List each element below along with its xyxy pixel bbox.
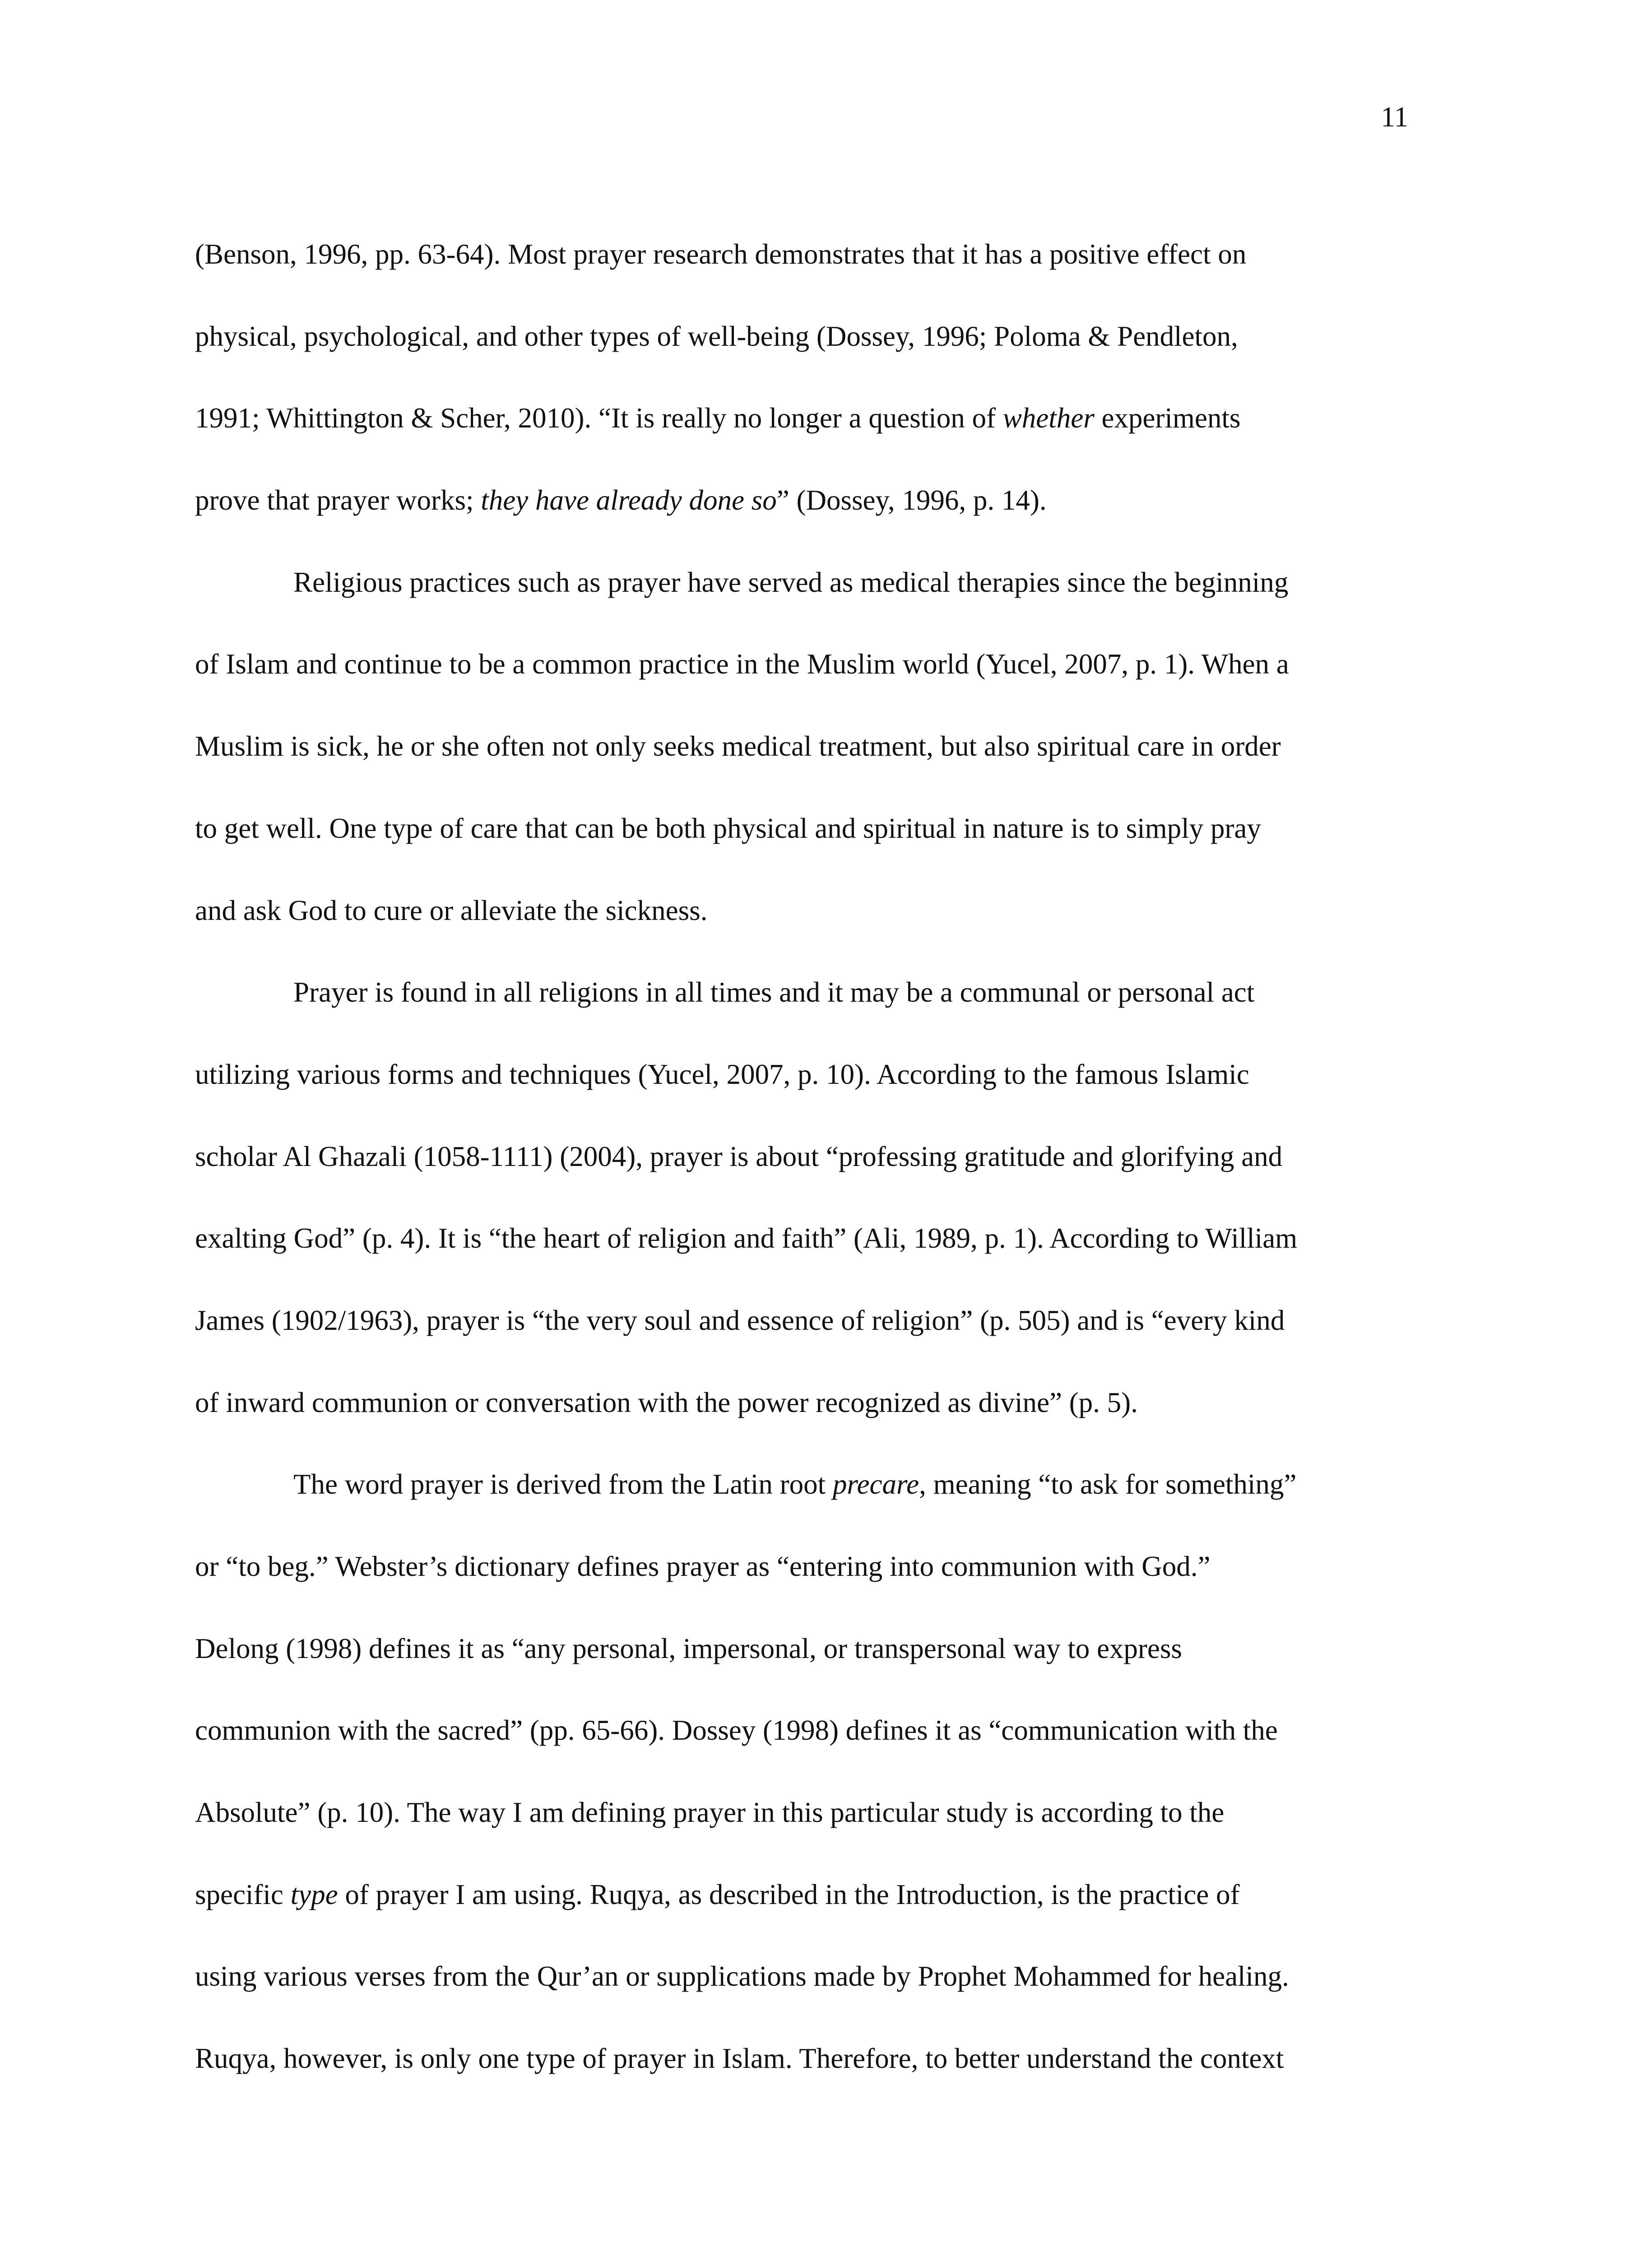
text-line xyxy=(195,1034,1486,1116)
text-segment: ” (Dossey, 1996, p. 14). xyxy=(776,484,1047,516)
text-line xyxy=(195,1772,1486,1854)
text-segment: of prayer I am using. Ruqya, as described in the Introduction, is the practice of xyxy=(338,1878,1240,1910)
text-segment: Prayer is found in all religions in all times and it may be a communal or personal act xyxy=(293,976,1255,1008)
paragraph-first-line xyxy=(195,1444,1486,1526)
text-line xyxy=(195,706,1486,788)
text-segment: utilizing various forms and techniques (Yucel, 2007, p. 10). According to the famous Islamic xyxy=(195,1058,1249,1090)
paragraph-first-line xyxy=(195,542,1486,624)
text-segment: and ask God to cure or alleviate the sickness. xyxy=(195,894,708,926)
text-line xyxy=(195,1116,1486,1198)
text-segment: experiments xyxy=(1094,402,1241,434)
text-line xyxy=(195,788,1486,870)
text-segment: James (1902/1963), prayer is “the very soul and essence of religion” (p. 505) and is “every kind xyxy=(195,1304,1285,1336)
text-segment: of inward communion or conversation with the power recognized as divine” (p. 5). xyxy=(195,1386,1138,1418)
text-line xyxy=(195,1936,1486,2018)
text-segment: Ruqya, however, is only one type of prayer in Islam. Therefore, to better understand the context xyxy=(195,2043,1284,2075)
text-line xyxy=(195,1608,1486,1690)
text-segment: 1991; Whittington & Scher, 2010). “It is really no longer a question of xyxy=(195,402,1003,434)
text-segment: Religious practices such as prayer have served as medical therapies since the beginning xyxy=(293,566,1289,598)
page-number: 11 xyxy=(1381,101,1408,133)
italic-text: precare xyxy=(832,1468,919,1500)
text-segment: Delong (1998) defines it as “any personal, impersonal, or transpersonal way to express xyxy=(195,1632,1182,1664)
italic-text: whether xyxy=(1002,402,1095,434)
text-line xyxy=(195,214,1486,296)
text-segment: , meaning “to ask for something” xyxy=(919,1468,1297,1500)
text-segment: Absolute” (p. 10). The way I am defining prayer in this particular study is according to the xyxy=(195,1797,1225,1829)
text-line xyxy=(195,1526,1486,1608)
text-segment: of Islam and continue to be a common practice in the Muslim world (Yucel, 2007, p. 1). When a xyxy=(195,648,1289,680)
text-line xyxy=(195,1690,1486,1772)
text-segment: exalting God” (p. 4). It is “the heart of religion and faith” (Ali, 1989, p. 1). According to William xyxy=(195,1222,1298,1254)
text-segment: scholar Al Ghazali (1058-1111) (2004), prayer is about “professing gratitude and glorifying and xyxy=(195,1140,1283,1172)
text-segment: using various verses from the Qur’an or supplications made by Prophet Mohammed for healing. xyxy=(195,1960,1289,1992)
text-segment: or “to beg.” Webster’s dictionary defines prayer as “entering into communion with God.” xyxy=(195,1551,1211,1582)
text-line xyxy=(195,870,1486,952)
italic-text: they have already done so xyxy=(481,484,777,516)
text-segment: to get well. One type of care that can be both physical and spiritual in nature is to simply pray xyxy=(195,812,1261,844)
text-line xyxy=(195,296,1486,378)
text-segment: The word prayer is derived from the Latin root xyxy=(293,1468,833,1500)
text-line xyxy=(195,377,1486,460)
text-segment: Muslim is sick, he or she often not only seeks medical treatment, but also spiritual care in order xyxy=(195,730,1281,762)
text-line xyxy=(195,1280,1486,1362)
text-line xyxy=(195,1198,1486,1280)
text-segment: physical, psychological, and other types of well-being (Dossey, 1996; Poloma & Pendleton, xyxy=(195,320,1238,352)
italic-text: type xyxy=(290,1878,338,1910)
paragraph-first-line xyxy=(195,952,1486,1034)
text-segment: (Benson, 1996, pp. 63-64). Most prayer research demonstrates that it has a positive effect on xyxy=(195,238,1247,270)
body-text xyxy=(195,214,1486,2100)
text-segment: prove that prayer works; xyxy=(195,484,481,516)
text-line xyxy=(195,1362,1486,1444)
text-line xyxy=(195,460,1486,542)
text-segment: communion with the sacred” (pp. 65-66). Dossey (1998) defines it as “communication with the xyxy=(195,1714,1278,1746)
text-segment: specific xyxy=(195,1878,291,1910)
text-line xyxy=(195,2018,1486,2100)
text-line xyxy=(195,1854,1486,1936)
text-line xyxy=(195,623,1486,706)
